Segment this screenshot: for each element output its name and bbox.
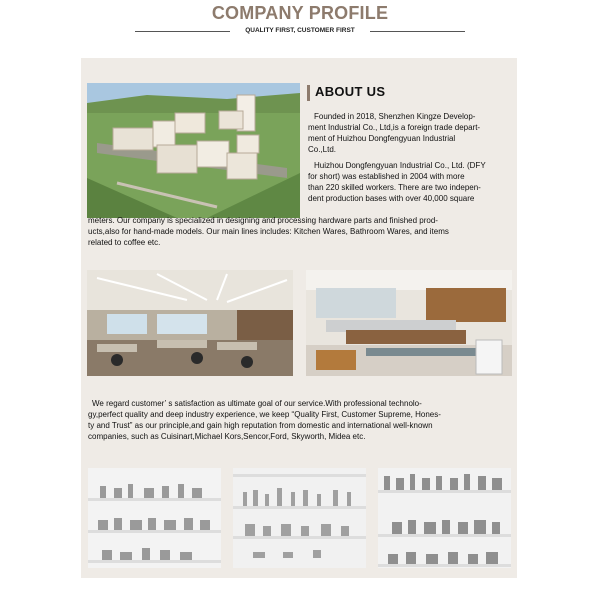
about-heading: ABOUT US bbox=[315, 84, 386, 99]
title-rule-right bbox=[370, 31, 465, 32]
page-title: COMPANY PROFILE bbox=[211, 3, 389, 23]
about-para-1-line-4: Co.,Ltd. bbox=[308, 145, 337, 154]
product-shelf-photo-1 bbox=[88, 468, 221, 568]
about-accent-bar bbox=[307, 85, 310, 101]
service-line-3: ty and Trust” as our principle,and gain high reputation from domestic and international well-known bbox=[88, 421, 433, 430]
service-line-4: companies, such as Cuisinart,Michael Kors,Sencor,Ford, Skyworth, Midea etc. bbox=[88, 432, 366, 441]
about-para-2-line-1: Huizhou Dongfengyuan Industrial Co., Ltd. (DFY bbox=[314, 161, 486, 170]
office-photo-right bbox=[306, 270, 512, 376]
about-para-1-line-2: ment Industrial Co., Ltd,is a foreign trade depart- bbox=[308, 123, 481, 132]
about-para-2-full-line-1: meters. Our company is specialized in designing and processing hardware parts and finished prod- bbox=[88, 216, 438, 225]
service-line-2: gy,perfect quality and deep industry experience, we keep “Quality First, Customer Supreme, Hones- bbox=[88, 410, 441, 419]
about-para-2-full-line-3: related to coffee etc. bbox=[88, 238, 161, 247]
about-para-2-full-line-2: ucts,also for hand-made models. Our main lines includes: Kitchen Wares, Bathroom Wares, and items bbox=[88, 227, 449, 236]
about-para-2-line-4: dent production bases with over 40,000 square bbox=[308, 194, 475, 203]
service-line-1: We regard customer’ s satisfaction as ultimate goal of our service.With professional technolo- bbox=[92, 399, 422, 408]
page-subtitle: QUALITY FIRST, CUSTOMER FIRST bbox=[245, 27, 355, 34]
about-para-2-line-2: for short) was established in 2004 with more bbox=[308, 172, 465, 181]
about-para-2-line-3: than 220 skilled workers. There are two indepen- bbox=[308, 183, 481, 192]
product-shelf-photo-2 bbox=[233, 468, 366, 568]
factory-aerial-image bbox=[87, 83, 300, 218]
about-para-1-line-3: ment of Huizhou Dongfengyuan Industrial bbox=[308, 134, 456, 143]
product-shelf-photo-3 bbox=[378, 468, 511, 568]
office-photo-left bbox=[87, 270, 293, 376]
about-para-1-line-1: Founded in 2018, Shenzhen Kingze Develop- bbox=[314, 112, 476, 121]
